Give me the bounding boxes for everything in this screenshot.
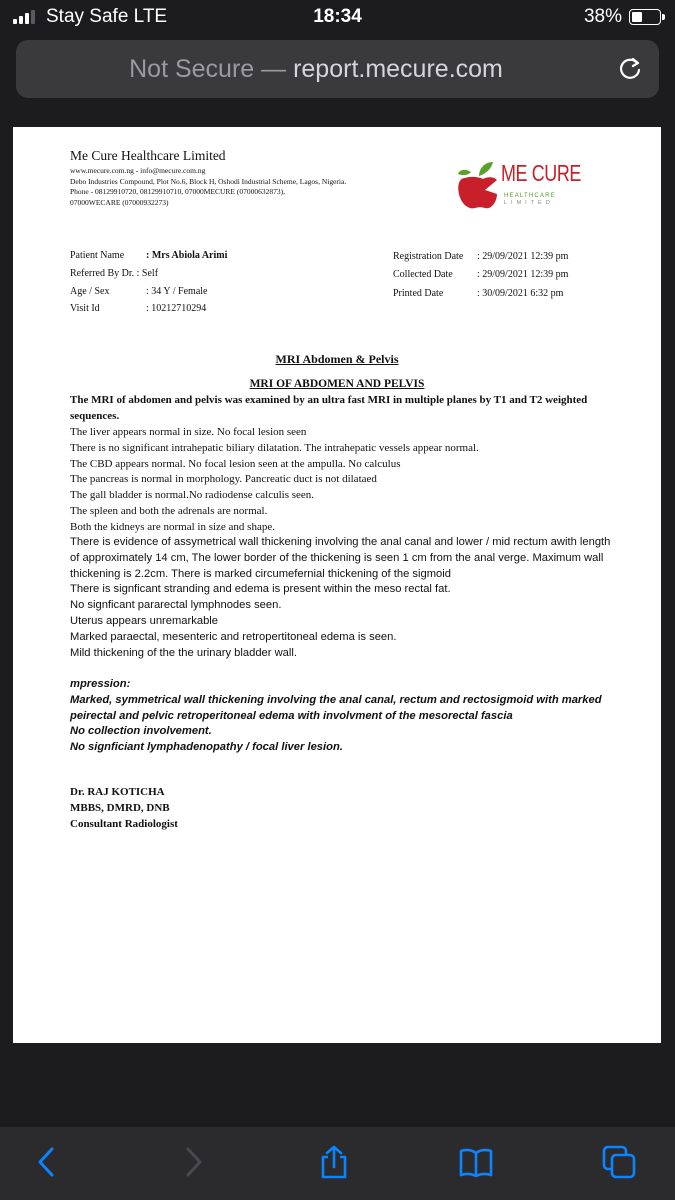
radiologist-qualifications: MBBS, DMRD, DNB xyxy=(70,801,170,814)
report-document xyxy=(13,127,661,1043)
finding-line: The spleen and both the adrenals are normal. xyxy=(70,504,268,517)
forward-icon[interactable] xyxy=(176,1145,210,1179)
finding-detail-line: Mild thickening of the the urinary bladder wall. xyxy=(70,646,297,659)
company-info-line: Phone - 08129910720, 08129910710, 07000MECURE (07000632873), xyxy=(70,187,285,196)
clock: 18:34 xyxy=(313,6,362,27)
bookmarks-icon[interactable] xyxy=(459,1145,493,1179)
carrier-label: Stay Safe LTE xyxy=(46,6,168,27)
finding-line: The liver appears normal in size. No focal lesion seen xyxy=(70,426,307,438)
security-label: Not Secure xyxy=(129,55,255,83)
share-icon[interactable] xyxy=(317,1145,351,1179)
finding-line: The CBD appears normal. No focal lesion seen at the ampulla. No calculus xyxy=(70,457,401,470)
impression-line: Marked, symmetrical wall thickening involving the anal canal, rectum and rectosigmoid with marked peirectal and pelvic retroperitoneal edema with involvment of the mesorectal fascia xyxy=(70,693,602,722)
url-display[interactable] xyxy=(16,55,616,84)
browser-toolbar xyxy=(0,1127,675,1200)
report-title: MRI Abdomen & Pelvis xyxy=(275,352,399,366)
finding-detail-line: There is evidence of assymetrical wall thickening involving the anal canal and lower / mid rectum awith length of approximately 14 cm, The lower border of the thickening is seen 1 cm from the anal verge. Maximum wall thickening is 2.2cm. There is marked circumefernial thickening of the sigmoid xyxy=(70,536,611,580)
company-info-line: www.mecure.com.ng - info@mecure.com.ng xyxy=(70,166,206,175)
company-info-line: 07000WECARE (07000932273) xyxy=(70,197,169,207)
printed-date-value: : 30/09/2021 6:32 pm xyxy=(477,288,564,299)
collected-date-value: : 29/09/2021 12:39 pm xyxy=(477,269,569,280)
visit-id-value: : 10212710294 xyxy=(146,303,207,314)
finding-detail-line: Marked paraectal, mesenteric and retropertitoneal edema is seen. xyxy=(70,630,397,643)
finding-line: Both the kidneys are normal in size and shape. xyxy=(70,520,275,533)
tabs-icon[interactable] xyxy=(602,1145,636,1179)
impression-line: No signficiant lymphadenopathy / focal liver lesion. xyxy=(70,741,343,754)
registration-date-label: Registration Date xyxy=(393,251,464,262)
company-contact-info xyxy=(70,166,415,208)
url-separator: — xyxy=(254,55,294,83)
radiologist-signature xyxy=(70,785,178,832)
age-sex-label: Age / Sex xyxy=(70,286,110,297)
radiologist-title: Consultant Radiologist xyxy=(70,817,178,830)
finding-detail-line: Uterus appears unremarkable xyxy=(70,614,218,627)
patient-name-label: Patient Name xyxy=(70,250,125,261)
finding-line: There is no significant intrahepatic biliary dilatation. The intrahepatic vessels appear normal. xyxy=(70,441,479,454)
printed-date-label: Printed Date xyxy=(393,288,444,299)
findings-detail xyxy=(70,535,615,661)
radiologist-name: Dr. RAJ KOTICHA xyxy=(70,786,165,798)
company-info-line: Debo Industries Compound, Plot No.6, Block H, Oshodi Industrial Scheme, Lagos, Nigeria. xyxy=(70,176,347,186)
finding-detail-line: No signficant pararectal lymphnodes seen. xyxy=(70,599,282,612)
report-subtitle: MRI OF ABDOMEN AND PELVIS xyxy=(249,378,425,390)
finding-detail-line: There is signficant stranding and edema is present within the meso rectal fat. xyxy=(70,583,451,596)
logo-wordmark: ME CURE xyxy=(501,160,581,186)
domain-label: report.mecure.com xyxy=(293,55,503,83)
findings-list xyxy=(70,425,615,536)
finding-line: The pancreas is normal in morphology. Pancreatic duct is not dilataed xyxy=(70,473,377,486)
visit-id-label: Visit Id xyxy=(70,303,100,314)
registration-date-value: : 29/09/2021 12:39 pm xyxy=(477,251,569,262)
collected-date-label: Collected Date xyxy=(393,269,453,280)
battery-icon xyxy=(629,9,661,25)
impression-heading: mpression: xyxy=(70,678,131,690)
age-sex-value: : 34 Y / Female xyxy=(146,286,208,297)
company-name: Me Cure Healthcare Limited xyxy=(70,148,226,163)
logo-subtitle-2: LIMITED xyxy=(504,200,554,206)
impression-section xyxy=(70,677,615,756)
finding-line: The gall bladder is normal.No radiodense calculis seen. xyxy=(70,489,315,502)
logo-subtitle: HEALTHCARE xyxy=(504,193,556,199)
address-bar[interactable] xyxy=(16,40,659,98)
report-intro: The MRI of abdomen and pelvis was examined by an ultra fast MRI in multiple planes by T1 and T2 weighted sequences. xyxy=(70,394,588,422)
battery-percentage: 38% xyxy=(583,6,622,27)
patient-name-value: : Mrs Abiola Arimi xyxy=(146,250,228,261)
referred-by: Referred By Dr. : Self xyxy=(70,268,159,279)
reload-icon[interactable] xyxy=(615,54,645,84)
back-icon[interactable] xyxy=(30,1145,64,1179)
impression-line: No collection involvement. xyxy=(70,725,212,738)
status-bar xyxy=(0,0,675,36)
